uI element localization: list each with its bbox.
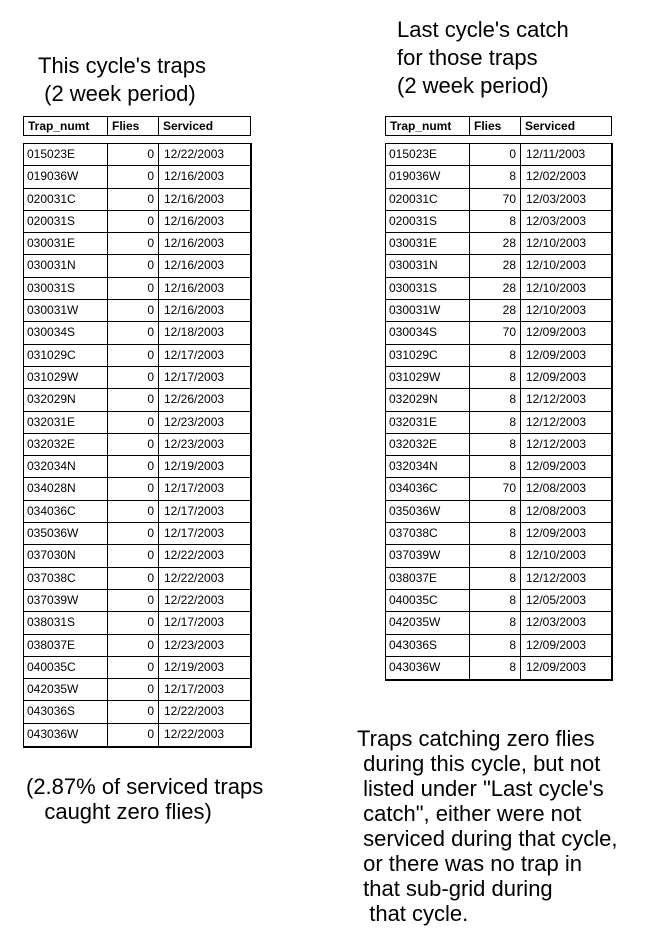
- flies-cell: 0: [108, 657, 159, 678]
- trap-cell: 042035W: [386, 612, 470, 633]
- flies-cell: 28: [470, 233, 521, 254]
- flies-cell: 8: [470, 501, 521, 522]
- trap-cell: 043036S: [386, 635, 470, 656]
- serviced-cell: 12/17/2003: [164, 347, 225, 362]
- flies-cell: 0: [470, 144, 521, 165]
- table-row: [386, 166, 611, 188]
- table-row: [386, 545, 611, 567]
- right-note: Traps catching zero flies during this cycle, but not listed under "Last cycle's catch", either were not serviced during that cycle, or there was no trap in that sub-grid during that cycle.: [357, 726, 618, 926]
- left-title: This cycle's traps (2 week period): [38, 53, 207, 106]
- table-row: [24, 724, 250, 746]
- flies-cell: 8: [470, 367, 521, 388]
- serviced-cell: 12/18/2003: [164, 325, 225, 340]
- serviced-cell: 12/17/2003: [164, 615, 225, 630]
- flies-cell: 8: [470, 523, 521, 544]
- serviced-cell: 12/16/2003: [164, 213, 225, 228]
- flies-cell: 0: [108, 233, 159, 254]
- flies-cell: 0: [108, 701, 159, 722]
- serviced-cell: 12/22/2003: [164, 704, 225, 719]
- table-row: [386, 590, 611, 612]
- serviced-cell: 12/17/2003: [164, 682, 225, 697]
- flies-cell: 0: [108, 144, 159, 165]
- flies-cell: 8: [470, 434, 521, 455]
- trap-cell: 020031S: [386, 211, 470, 232]
- trap-cell: 030031N: [386, 255, 470, 276]
- flies-cell: 0: [108, 501, 159, 522]
- flies-cell: 28: [470, 278, 521, 299]
- flies-cell: 0: [108, 478, 159, 499]
- trap-cell: 037038C: [386, 523, 470, 544]
- flies-cell: 0: [108, 635, 159, 656]
- table-row: [24, 367, 250, 389]
- left-table-body: [23, 143, 252, 748]
- flies-cell: 8: [470, 568, 521, 589]
- table-row: [386, 412, 611, 434]
- table-row: [24, 144, 250, 166]
- trap-cell: 038031S: [24, 612, 108, 633]
- trap-cell: 030031S: [386, 278, 470, 299]
- trap-cell: 020031C: [386, 189, 470, 210]
- trap-cell: 032034N: [386, 456, 470, 477]
- flies-cell: 0: [108, 166, 159, 187]
- table-row: [24, 568, 250, 590]
- trap-cell: 037030N: [24, 545, 108, 566]
- table-row: [24, 189, 250, 211]
- trap-cell: 037039W: [24, 590, 108, 611]
- table-row: [386, 657, 611, 679]
- table-row: [24, 389, 250, 411]
- trap-cell: 019036W: [24, 166, 108, 187]
- flies-cell: 0: [108, 211, 159, 232]
- flies-cell: 0: [108, 724, 159, 746]
- flies-cell: 8: [470, 389, 521, 410]
- serviced-cell: 12/10/2003: [526, 258, 587, 273]
- right-table-header: [385, 116, 612, 136]
- column-header-serviced: Serviced: [163, 119, 214, 133]
- trap-cell: 043036W: [386, 657, 470, 679]
- table-row: [386, 456, 611, 478]
- serviced-cell: 12/12/2003: [526, 570, 587, 585]
- flies-cell: 0: [108, 679, 159, 700]
- serviced-cell: 12/08/2003: [526, 503, 587, 518]
- trap-cell: 015023E: [386, 144, 470, 165]
- table-row: [24, 322, 250, 344]
- table-row: [24, 412, 250, 434]
- table-row: [386, 255, 611, 277]
- serviced-cell: 12/22/2003: [164, 570, 225, 585]
- trap-cell: 040035C: [386, 590, 470, 611]
- trap-cell: 030031E: [24, 233, 108, 254]
- serviced-cell: 12/16/2003: [164, 280, 225, 295]
- flies-cell: 0: [108, 255, 159, 276]
- serviced-cell: 12/10/2003: [526, 548, 587, 563]
- serviced-cell: 12/19/2003: [164, 659, 225, 674]
- serviced-cell: 12/09/2003: [526, 637, 587, 652]
- table-row: [24, 278, 250, 300]
- trap-cell: 031029W: [24, 367, 108, 388]
- table-row: [386, 389, 611, 411]
- right-table-body: [385, 143, 613, 681]
- column-header-flies: Flies: [470, 117, 521, 135]
- flies-cell: 8: [470, 612, 521, 633]
- flies-cell: 0: [108, 322, 159, 343]
- flies-cell: 8: [470, 590, 521, 611]
- table-row: [24, 233, 250, 255]
- table-row: [386, 322, 611, 344]
- trap-cell: 038037E: [24, 635, 108, 656]
- table-row: [386, 211, 611, 233]
- trap-cell: 034036C: [386, 478, 470, 499]
- serviced-cell: 12/17/2003: [164, 503, 225, 518]
- table-row: [24, 590, 250, 612]
- flies-cell: 8: [470, 456, 521, 477]
- flies-cell: 0: [108, 456, 159, 477]
- flies-cell: 0: [108, 278, 159, 299]
- flies-cell: 8: [470, 345, 521, 366]
- serviced-cell: 12/10/2003: [526, 236, 587, 251]
- flies-cell: 0: [108, 545, 159, 566]
- column-header-trap: Trap_numt: [386, 117, 470, 135]
- serviced-cell: 12/12/2003: [526, 392, 587, 407]
- serviced-cell: 12/16/2003: [164, 258, 225, 273]
- column-header-flies: Flies: [108, 117, 159, 135]
- table-row: [386, 367, 611, 389]
- flies-cell: 0: [108, 412, 159, 433]
- serviced-cell: 12/23/2003: [164, 414, 225, 429]
- trap-cell: 032032E: [24, 434, 108, 455]
- table-row: [24, 345, 250, 367]
- flies-cell: 0: [108, 523, 159, 544]
- trap-cell: 030034S: [24, 322, 108, 343]
- serviced-cell: 12/26/2003: [164, 392, 225, 407]
- serviced-cell: 12/17/2003: [164, 526, 225, 541]
- table-row: [386, 523, 611, 545]
- serviced-cell: 12/09/2003: [526, 659, 587, 674]
- flies-cell: 0: [108, 612, 159, 633]
- serviced-cell: 12/16/2003: [164, 303, 225, 318]
- table-row: [386, 144, 611, 166]
- flies-cell: 8: [470, 166, 521, 187]
- trap-cell: 032029N: [24, 389, 108, 410]
- serviced-cell: 12/12/2003: [526, 414, 587, 429]
- left-note: (2.87% of serviced traps caught zero flies): [26, 774, 264, 824]
- serviced-cell: 12/10/2003: [526, 280, 587, 295]
- trap-cell: 030034S: [386, 322, 470, 343]
- trap-cell: 042035W: [24, 679, 108, 700]
- table-row: [386, 189, 611, 211]
- table-row: [386, 501, 611, 523]
- flies-cell: 8: [470, 635, 521, 656]
- serviced-cell: 12/03/2003: [526, 213, 587, 228]
- table-row: [24, 300, 250, 322]
- table-row: [24, 545, 250, 567]
- serviced-cell: 12/22/2003: [164, 592, 225, 607]
- table-row: [24, 701, 250, 723]
- table-row: [24, 211, 250, 233]
- table-row: [386, 345, 611, 367]
- table-row: [24, 456, 250, 478]
- trap-cell: 035036W: [24, 523, 108, 544]
- trap-cell: 030031S: [24, 278, 108, 299]
- flies-cell: 0: [108, 189, 159, 210]
- table-row: [24, 612, 250, 634]
- table-row: [386, 278, 611, 300]
- flies-cell: 0: [108, 345, 159, 366]
- table-row: [24, 166, 250, 188]
- flies-cell: 0: [108, 568, 159, 589]
- serviced-cell: 12/22/2003: [164, 548, 225, 563]
- serviced-cell: 12/09/2003: [526, 347, 587, 362]
- table-row: [386, 478, 611, 500]
- trap-cell: 030031E: [386, 233, 470, 254]
- serviced-cell: 12/05/2003: [526, 592, 587, 607]
- table-row: [386, 434, 611, 456]
- flies-cell: 0: [108, 300, 159, 321]
- trap-cell: 031029C: [24, 345, 108, 366]
- table-row: [386, 300, 611, 322]
- table-row: [24, 501, 250, 523]
- flies-cell: 0: [108, 367, 159, 388]
- trap-cell: 043036S: [24, 701, 108, 722]
- table-row: [24, 434, 250, 456]
- trap-cell: 043036W: [24, 724, 108, 746]
- table-row: [24, 478, 250, 500]
- flies-cell: 0: [108, 434, 159, 455]
- serviced-cell: 12/23/2003: [164, 637, 225, 652]
- serviced-cell: 12/17/2003: [164, 369, 225, 384]
- serviced-cell: 12/19/2003: [164, 459, 225, 474]
- trap-cell: 020031C: [24, 189, 108, 210]
- table-row: [386, 635, 611, 657]
- trap-cell: 032031E: [386, 412, 470, 433]
- table-row: [24, 679, 250, 701]
- serviced-cell: 12/22/2003: [164, 147, 225, 161]
- serviced-cell: 12/03/2003: [526, 191, 587, 206]
- serviced-cell: 12/03/2003: [526, 615, 587, 630]
- trap-cell: 030031W: [386, 300, 470, 321]
- serviced-cell: 12/22/2003: [164, 726, 225, 741]
- trap-cell: 032031E: [24, 412, 108, 433]
- trap-cell: 032032E: [386, 434, 470, 455]
- trap-cell: 035036W: [386, 501, 470, 522]
- flies-cell: 28: [470, 255, 521, 276]
- serviced-cell: 12/02/2003: [526, 169, 587, 184]
- trap-cell: 020031S: [24, 211, 108, 232]
- left-table-header: [23, 116, 251, 136]
- table-row: [24, 635, 250, 657]
- table-row: [24, 523, 250, 545]
- serviced-cell: 12/10/2003: [526, 303, 587, 318]
- flies-cell: 8: [470, 657, 521, 679]
- flies-cell: 8: [470, 412, 521, 433]
- trap-cell: 032034N: [24, 456, 108, 477]
- column-header-serviced: Serviced: [525, 119, 576, 133]
- table-row: [386, 568, 611, 590]
- flies-cell: 70: [470, 322, 521, 343]
- trap-cell: 031029C: [386, 345, 470, 366]
- flies-cell: 70: [470, 478, 521, 499]
- flies-cell: 8: [470, 211, 521, 232]
- trap-cell: 030031N: [24, 255, 108, 276]
- serviced-cell: 12/16/2003: [164, 236, 225, 251]
- serviced-cell: 12/09/2003: [526, 369, 587, 384]
- table-row: [386, 612, 611, 634]
- flies-cell: 70: [470, 189, 521, 210]
- serviced-cell: 12/09/2003: [526, 526, 587, 541]
- serviced-cell: 12/16/2003: [164, 191, 225, 206]
- serviced-cell: 12/16/2003: [164, 169, 225, 184]
- serviced-cell: 12/23/2003: [164, 436, 225, 451]
- trap-cell: 032029N: [386, 389, 470, 410]
- flies-cell: 28: [470, 300, 521, 321]
- trap-cell: 037039W: [386, 545, 470, 566]
- right-title: Last cycle's catch for those traps (2 week period): [397, 17, 569, 98]
- flies-cell: 0: [108, 590, 159, 611]
- table-row: [386, 233, 611, 255]
- trap-cell: 019036W: [386, 166, 470, 187]
- trap-cell: 031029W: [386, 367, 470, 388]
- serviced-cell: 12/09/2003: [526, 325, 587, 340]
- table-row: [24, 255, 250, 277]
- column-header-trap: Trap_numt: [24, 117, 108, 135]
- trap-cell: 034036C: [24, 501, 108, 522]
- table-row: [24, 657, 250, 679]
- trap-cell: 037038C: [24, 568, 108, 589]
- flies-cell: 0: [108, 389, 159, 410]
- trap-cell: 040035C: [24, 657, 108, 678]
- trap-cell: 015023E: [24, 144, 108, 165]
- flies-cell: 8: [470, 545, 521, 566]
- trap-cell: 038037E: [386, 568, 470, 589]
- trap-cell: 034028N: [24, 478, 108, 499]
- serviced-cell: 12/17/2003: [164, 481, 225, 496]
- trap-cell: 030031W: [24, 300, 108, 321]
- serviced-cell: 12/11/2003: [526, 147, 586, 161]
- serviced-cell: 12/08/2003: [526, 481, 587, 496]
- serviced-cell: 12/09/2003: [526, 459, 587, 474]
- serviced-cell: 12/12/2003: [526, 436, 587, 451]
